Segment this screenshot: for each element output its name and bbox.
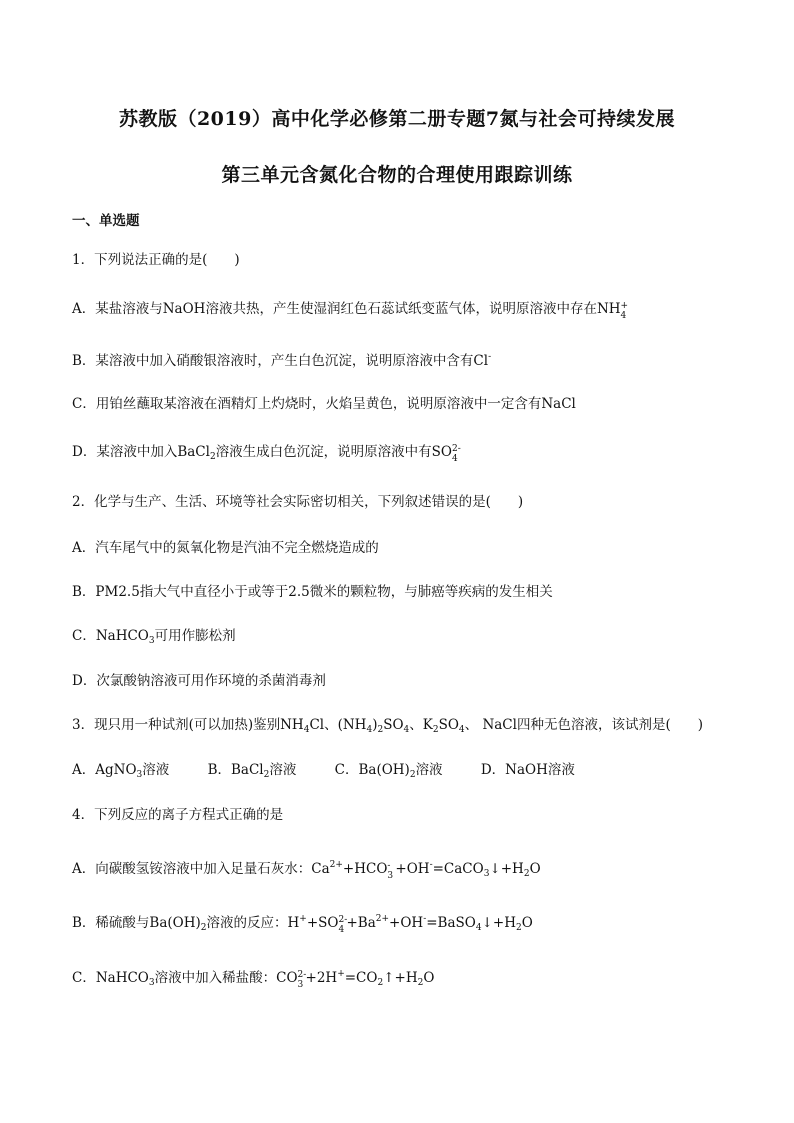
superscript: - <box>488 352 492 362</box>
option-text: B．某溶液中加入硝酸银溶液时，产生白色沉淀，说明原溶液中含有Cl <box>72 353 489 369</box>
subscript: 4 <box>303 725 310 735</box>
superscript: 2- <box>452 443 461 454</box>
option-text: C．Ba(OH) <box>334 762 410 778</box>
subscript: 3 <box>136 770 143 780</box>
subscript: 2 <box>417 978 424 988</box>
subscript: 2 <box>200 923 207 933</box>
question-4-option-a <box>72 856 541 883</box>
stem-text: ) <box>372 717 378 733</box>
option-text: +2H <box>305 970 338 986</box>
stem-text: 3．现只用一种试剂(可以加热)鉴别NH <box>72 717 304 733</box>
superscript: 2- <box>297 969 307 980</box>
question-4-option-b <box>72 910 533 937</box>
document-subtitle: 第三单元含氮化合物的合理使用跟踪训练 <box>221 164 573 186</box>
question-2-stem: 2．化学与生产、生活、环境等社会实际密切相关，下列叙述错误的是( ) <box>72 494 524 510</box>
superscript: - <box>387 860 391 871</box>
option-text: A．某盐溶液与NaOH溶液共热，产生使湿润红色石蕊试纸变蓝气体，说明原溶液中存在NH <box>72 301 621 317</box>
option-text: =CaCO <box>432 861 484 877</box>
option-text: O <box>423 970 435 986</box>
option-text: +Ba <box>346 915 376 931</box>
option-text: 溶液生成白色沉淀，说明原溶液中有SO <box>215 444 453 460</box>
option-text: O <box>521 915 533 931</box>
option-text: C．NaHCO <box>72 970 149 986</box>
ion-charge <box>452 444 460 462</box>
subscript: 4 <box>475 923 482 933</box>
option-text: 可用作膨松剂 <box>154 628 236 644</box>
subscript: 3 <box>148 978 155 988</box>
option-text: =CO <box>344 970 378 986</box>
option-text: A．AgNO <box>72 762 137 778</box>
option-text: +HCO <box>342 861 388 877</box>
subscript: 3 <box>297 979 304 990</box>
superscript: - <box>423 914 427 924</box>
subscript: 2 <box>515 923 522 933</box>
superscript: + <box>337 969 345 979</box>
option-text: 溶液 <box>269 762 297 778</box>
question-2-option-a: A．汽车尾气中的氮氧化物是汽油不完全燃烧造成的 <box>72 540 379 556</box>
subscript: 2 <box>409 770 416 780</box>
superscript: 2+ <box>329 860 343 870</box>
question-2-option-d: D．次氯酸钠溶液可用作环境的杀菌消毒剂 <box>72 673 326 689</box>
option-text: O <box>529 861 541 877</box>
subscript: 2 <box>523 869 530 879</box>
ion-charge <box>621 301 629 319</box>
stem-text: 、 NaCl四种无色溶液，该试剂是( ) <box>464 717 703 733</box>
question-3-option-b <box>208 762 297 778</box>
ion-charge <box>298 970 306 988</box>
subscript: 3 <box>483 869 490 879</box>
question-4-stem: 4．下列反应的离子方程式正确的是 <box>72 807 284 823</box>
option-text: =BaSO <box>426 915 476 931</box>
option-text: ↑+H <box>383 970 418 986</box>
subscript: 4 <box>403 725 410 735</box>
question-1-option-d <box>72 443 460 466</box>
subscript: 4 <box>452 453 458 464</box>
subscript: 2 <box>377 978 384 988</box>
question-4-option-c <box>72 965 434 992</box>
option-text: B．BaCl <box>207 762 264 778</box>
subscript: 4 <box>458 725 465 735</box>
question-3-option-c <box>335 762 443 778</box>
stem-text: 、K <box>409 717 433 733</box>
option-text: ↓+H <box>489 861 524 877</box>
subscript: 2 <box>209 452 216 462</box>
option-text: C．NaHCO <box>72 628 149 644</box>
question-1-option-b <box>72 348 491 370</box>
superscript: 2+ <box>375 914 390 924</box>
option-text: 溶液 <box>142 762 170 778</box>
option-text: ↓+H <box>481 915 516 931</box>
superscript: - <box>429 860 433 870</box>
ion-charge <box>338 915 346 933</box>
subscript: 4 <box>620 310 627 321</box>
option-text: +SO <box>306 915 339 931</box>
question-1-stem: 1．下列说法正确的是( ) <box>72 252 240 268</box>
option-text: +OH <box>395 861 430 877</box>
ion-charge <box>387 861 395 879</box>
subscript: 2 <box>432 725 439 735</box>
question-3-options <box>72 761 575 784</box>
option-text: +OH <box>389 915 424 931</box>
option-text: 溶液 <box>415 762 443 778</box>
section-heading: 一、单选题 <box>72 213 140 229</box>
question-3-option-d: D．NaOH溶液 <box>480 762 575 778</box>
document-title: 苏教版（2019）高中化学必修第二册专题7氮与社会可持续发展 <box>118 108 676 130</box>
subscript: 4 <box>338 924 345 935</box>
superscript: 2- <box>338 914 348 925</box>
subscript: 2 <box>263 770 270 780</box>
stem-text: Cl、(NH <box>309 717 367 733</box>
option-text: D．某溶液中加入BaCl <box>72 444 210 460</box>
subscript: 4 <box>366 725 373 735</box>
question-1-option-a <box>72 300 629 319</box>
subscript: 3 <box>148 636 155 646</box>
stem-text: SO <box>383 717 404 733</box>
subscript: 2 <box>377 725 384 735</box>
option-text: 溶液的反应：H <box>206 915 300 931</box>
question-2-option-c <box>72 627 236 650</box>
option-text: A．向碳酸氢铵溶液中加入足量石灰水：Ca <box>72 861 330 877</box>
subscript: 3 <box>387 870 394 881</box>
option-text: 溶液中加入稀盐酸：CO <box>154 970 298 986</box>
stem-text: SO <box>438 717 459 733</box>
question-3-stem <box>72 716 703 739</box>
question-3-option-a <box>72 762 169 778</box>
question-2-option-b: B．PM2.5指大气中直径小于或等于2.5微米的颗粒物，与肺癌等疾病的发生相关 <box>72 584 553 600</box>
superscript: + <box>620 300 629 311</box>
superscript: + <box>299 914 307 924</box>
option-text: B．稀硫酸与Ba(OH) <box>72 915 201 931</box>
question-1-option-c: C．用铂丝蘸取某溶液在酒精灯上灼烧时，火焰呈黄色，说明原溶液中一定含有NaCl <box>72 396 576 412</box>
